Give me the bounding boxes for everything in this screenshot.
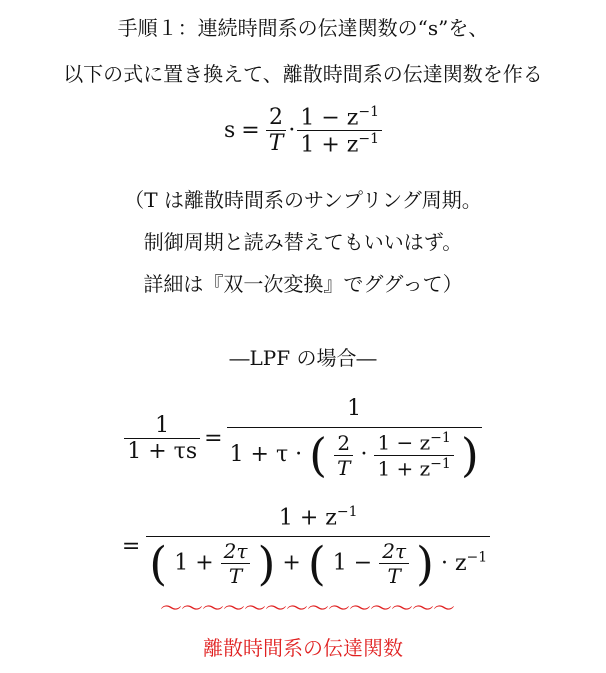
eq3-rparen-b: ): [416, 536, 434, 591]
step-title: 手順１：連続時間系の伝達関数の“s”を、: [117, 16, 489, 40]
eq2-dot: ·: [360, 442, 368, 468]
eq3-num-exp: −1: [336, 504, 358, 520]
eq2-rhs-frac: [227, 396, 482, 483]
eq3-equals: =: [121, 533, 141, 559]
eq3-num: [146, 504, 490, 537]
red-label: 離散時間系の伝達関数: [203, 636, 403, 660]
lpf-equation-expanded: [0, 504, 606, 591]
eq2-two: 2: [334, 431, 353, 456]
eq3-b: 1 −: [332, 550, 373, 576]
eq3-dotz-text: · z: [440, 550, 467, 576]
eq2-den-lhs: 1 + τs: [127, 438, 198, 464]
lpf-equation: [0, 396, 606, 483]
eq3-frac-b: [379, 539, 409, 588]
eq3-lparen-b: (: [307, 536, 326, 591]
eq1-frac-2T: [266, 105, 287, 156]
eq3-dotz: [441, 551, 487, 576]
eq1-num: [297, 104, 382, 131]
eq1-dot: ·: [288, 118, 296, 144]
eq2-rhs-num: 1: [227, 396, 482, 428]
eq3-num-text: 1 + z: [278, 505, 337, 531]
eq3-a: 1 +: [174, 550, 214, 576]
eq1-num-exp: −1: [358, 104, 380, 120]
eq2-frac-2T: [334, 431, 353, 480]
note-line-2: 制御周期と読み替えてもいいはず。: [143, 230, 463, 254]
bilinear-equation: [0, 104, 606, 158]
eq2-den-text: 1 + z: [377, 456, 431, 481]
eq2-lparen: (: [309, 428, 328, 483]
eq1-num-text: 1 − z: [300, 105, 359, 131]
eq1-equals: =: [241, 118, 260, 144]
note-line-1: （T は離散時間系のサンプリング周期。: [124, 188, 482, 212]
eq3-frac: [146, 504, 490, 591]
eq2-rparen: ): [460, 428, 479, 483]
eq3-plus: +: [282, 550, 301, 576]
eq2-num: [374, 430, 453, 456]
eq2-rhs-den: [227, 428, 482, 483]
eq2-lhs-frac: [124, 413, 200, 464]
eq2-equals: =: [204, 425, 223, 451]
eq1-frac-z: [297, 104, 382, 158]
eq2-den-exp: −1: [430, 455, 451, 472]
eq3-rparen-a: ): [257, 536, 276, 591]
step-title-2: 以下の式に置き換えて、離散時間系の伝達関数を作る: [63, 62, 543, 86]
red-wavy-underline: ～～～～～～～～～～～～～～: [160, 597, 455, 622]
eq1-den: [297, 131, 382, 157]
eq2-T: T: [337, 455, 351, 480]
eq3-den: [146, 536, 490, 591]
eq2-one: 1: [124, 413, 200, 439]
eq2-num-text: 1 − z: [377, 430, 431, 455]
eq3-twotau-a: 2τ: [221, 539, 251, 564]
eq1-lhs: s: [223, 118, 236, 144]
eq2-frac-z: [374, 430, 453, 480]
eq1-den-text: 1 + z: [300, 132, 359, 158]
eq3-lparen-a: (: [149, 536, 168, 591]
eq2-num-exp: −1: [430, 430, 451, 446]
note-line-3: 詳細は『双一次変換』でググって）: [143, 272, 463, 296]
eq3-dotz-exp: −1: [466, 549, 488, 566]
eq2-rhs-den-a: 1 + τ ·: [229, 442, 303, 468]
eq1-T: T: [268, 131, 284, 157]
eq1-den-exp: −1: [358, 131, 380, 148]
eq3-twotau-b: 2τ: [379, 539, 409, 564]
eq3-frac-a: [221, 539, 251, 588]
eq1-two: 2: [266, 105, 287, 131]
eq3-T-b: T: [387, 564, 401, 589]
eq3-T-a: T: [228, 564, 243, 589]
eq2-den: [374, 456, 453, 481]
lpf-heading: ―LPF の場合―: [229, 346, 377, 370]
